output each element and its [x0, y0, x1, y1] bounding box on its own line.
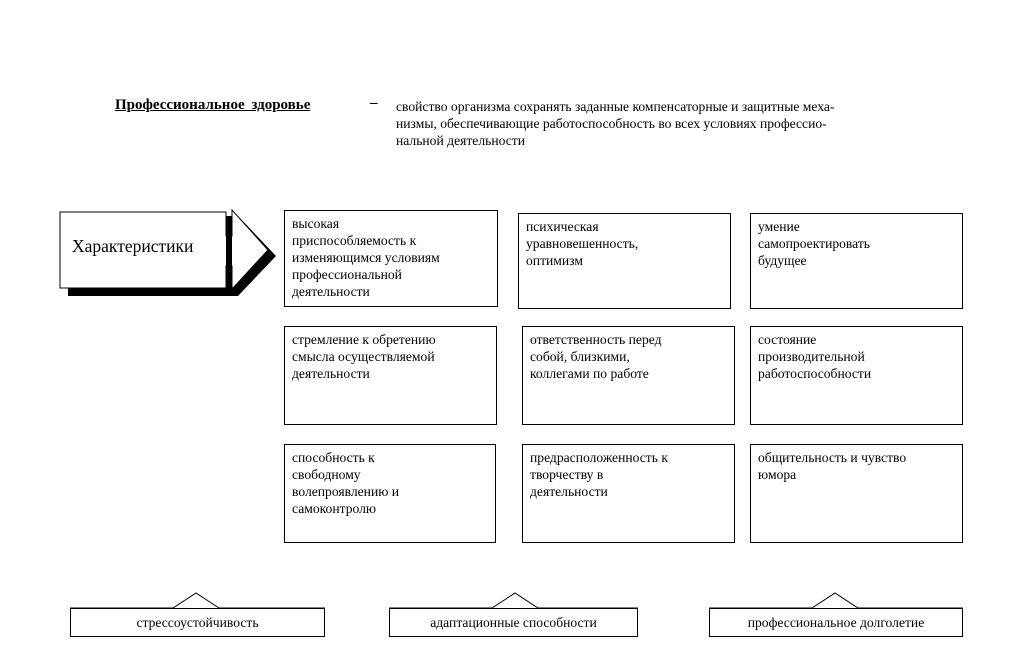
card-1-line-5: деятельности — [292, 284, 370, 299]
card-2-line-2: уравновешенность, — [526, 236, 639, 251]
card-1-line-4: профессиональной — [292, 267, 402, 282]
card-8-line-2: творчеству в — [530, 467, 604, 482]
outcome-longevity: профессиональное долголетие — [709, 608, 963, 637]
definition-line-2: низмы, обеспечивающие работоспособность во всех условиях профессио- — [396, 116, 827, 131]
card-2-line-1: психическая — [526, 219, 599, 234]
card-5-line-3: коллегами по работе — [530, 366, 649, 381]
diagram-title: Профессиональное здоровье — [115, 97, 311, 113]
card-3-line-1: умение — [758, 219, 800, 234]
card-7-line-4: самоконтролю — [292, 501, 377, 516]
card-2-line-3: оптимизм — [526, 253, 583, 268]
card-6-line-1: состояние — [758, 332, 817, 347]
card-1-line-2a: приспособляемость к — [292, 233, 417, 248]
definition-line-3: нальной деятельности — [396, 133, 525, 148]
card-7-line-3: волепроявлению и — [292, 484, 400, 499]
roof-adaptation — [389, 593, 638, 608]
card-7-line-1: способность к — [292, 450, 375, 465]
card-5-line-2: собой, близкими, — [530, 349, 630, 364]
arrow-label: Характеристики — [72, 236, 194, 256]
outcome-stress-resistance: стрессоустойчивость — [70, 608, 325, 637]
card-3-line-2: самопроектировать — [758, 236, 870, 251]
card-8-line-3: деятельности — [530, 484, 608, 499]
card-1-line-3: изменяющимся условиям — [292, 250, 440, 265]
card-4-line-2: смысла осуществляемой — [292, 349, 435, 364]
card-4-line-3: деятельности — [292, 366, 370, 381]
roof-stress — [70, 593, 325, 608]
card-1-line-1: высокая — [292, 216, 340, 231]
card-8-line-1: предрасположенность к — [530, 450, 668, 465]
card-5-line-1: ответственность перед — [530, 332, 662, 347]
card-9-line-1: общительность и чувство — [758, 450, 907, 465]
title-dash: – — [370, 95, 378, 111]
card-7-line-2: свободному — [292, 467, 361, 482]
definition-line-1: свойство организма сохранять заданные компенсаторные и защитные меха- — [396, 99, 835, 114]
roof-longevity — [709, 593, 963, 608]
card-3-line-3: будущее — [758, 253, 807, 268]
card-6-line-2: производительной — [758, 349, 865, 364]
card-9-line-2: юмора — [758, 467, 797, 482]
card-4-line-1: стремление к обретению — [292, 332, 436, 347]
outcome-adaptation: адаптационные способности — [389, 608, 638, 637]
card-6-line-3: работоспособности — [758, 366, 872, 381]
